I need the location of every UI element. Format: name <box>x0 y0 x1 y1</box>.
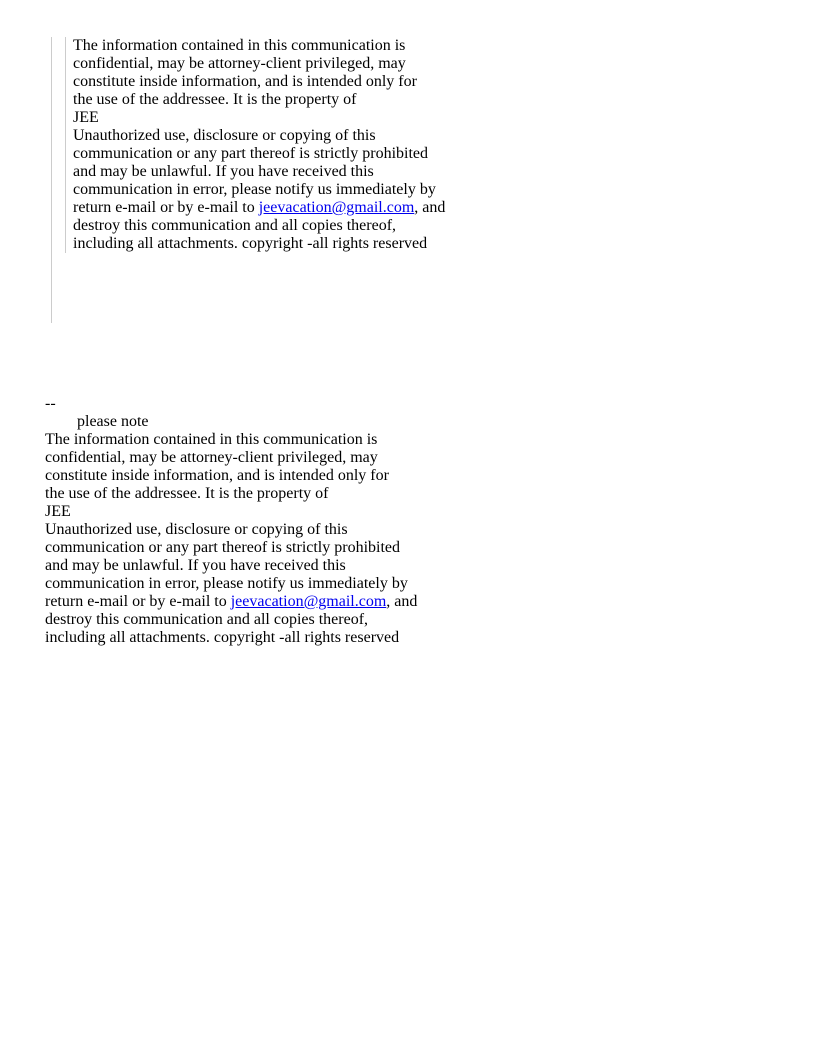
signature-line: and may be unlawful. If you have received this <box>45 557 346 574</box>
signature-separator: -- <box>45 395 56 412</box>
notice-line: destroy this communication and all copies thereof, <box>73 217 397 234</box>
notice-line: The information contained in this communication is <box>73 37 406 54</box>
email-suffix: , and <box>386 593 418 610</box>
signature-line: communication in error, please notify us immediately by <box>45 575 408 592</box>
notice-line: and may be unlawful. If you have received this <box>73 163 374 180</box>
email-link[interactable]: jeevacation@gmail.com <box>230 593 387 610</box>
notice-line: communication in error, please notify us immediately by <box>73 181 436 198</box>
signature-line: destroy this communication and all copies thereof, <box>45 611 369 628</box>
signature-owner: JEE <box>45 503 71 520</box>
signature-line: constitute inside information, and is intended only for <box>45 467 389 484</box>
quoted-confidentiality-notice <box>73 37 493 253</box>
signature-line: including all attachments. copyright -all rights reserved <box>45 629 400 646</box>
signature-line: confidential, may be attorney-client privileged, may <box>45 449 378 466</box>
signature-email-line <box>45 593 465 611</box>
email-link[interactable]: jeevacation@gmail.com <box>258 199 415 216</box>
signature-block <box>45 395 465 647</box>
signature-line: The information contained in this communication is <box>45 431 378 448</box>
signature-line: the use of the addressee. It is the property of <box>45 485 329 502</box>
signature-line: Unauthorized use, disclosure or copying of this <box>45 521 348 538</box>
notice-line: confidential, may be attorney-client privileged, may <box>73 55 406 72</box>
notice-line: communication or any part thereof is strictly prohibited <box>73 145 429 162</box>
notice-email-line <box>73 199 493 217</box>
email-suffix: , and <box>414 199 446 216</box>
please-note-label: please note <box>77 413 149 430</box>
notice-owner: JEE <box>73 109 99 126</box>
signature-line: communication or any part thereof is strictly prohibited <box>45 539 401 556</box>
quote-bar-inner <box>65 37 66 253</box>
quote-bar-outer <box>51 37 52 323</box>
email-prefix: return e-mail or by e-mail to <box>73 199 259 216</box>
email-prefix: return e-mail or by e-mail to <box>45 593 231 610</box>
notice-line: constitute inside information, and is intended only for <box>73 73 417 90</box>
notice-line: Unauthorized use, disclosure or copying of this <box>73 127 376 144</box>
notice-line: the use of the addressee. It is the property of <box>73 91 357 108</box>
notice-line: including all attachments. copyright -all rights reserved <box>73 235 428 252</box>
